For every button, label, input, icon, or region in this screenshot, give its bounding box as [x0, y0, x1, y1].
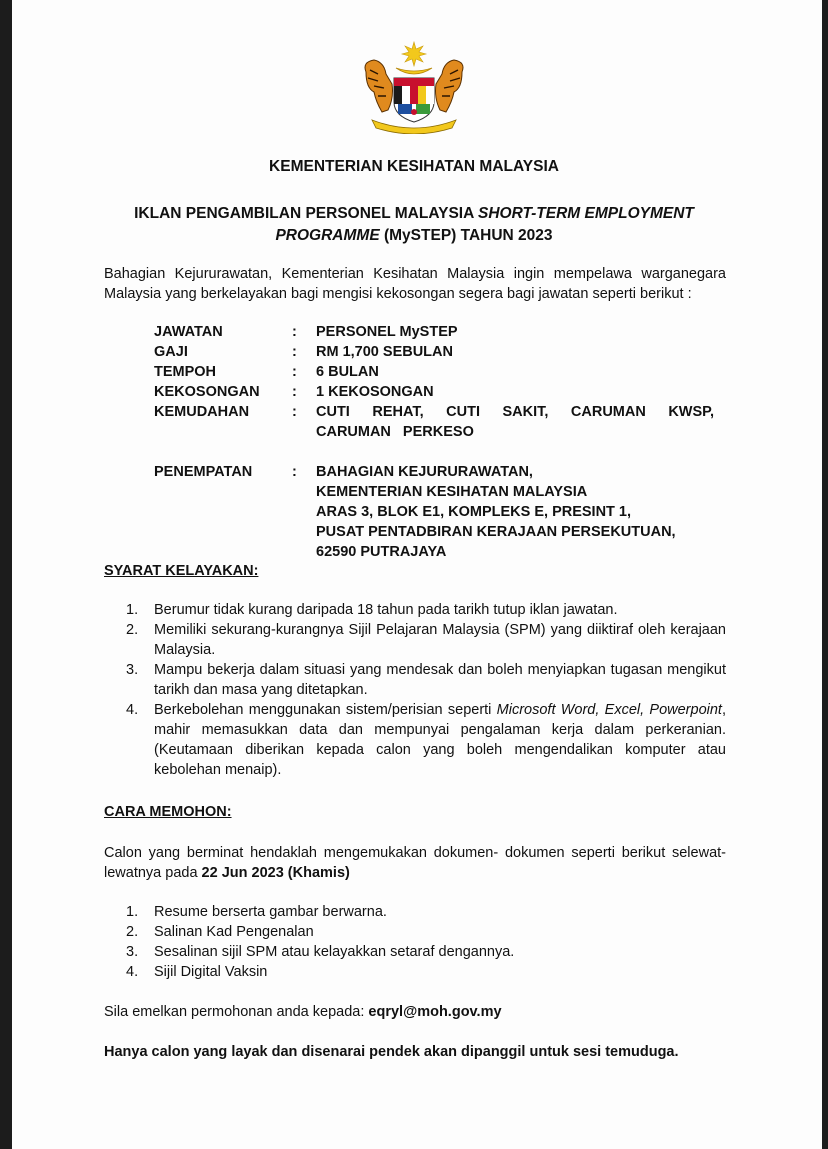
item-number: 1. [126, 602, 139, 618]
ad-title [0, 203, 828, 247]
detail-value [316, 442, 714, 562]
detail-value: 1 KEKOSONGAN [316, 384, 434, 400]
item-text: Memiliki sekurang-kurangnya Sijil Pelajaran Malaysia (SPM) yang diiktiraf oleh kerajaan Malaysia. [154, 622, 726, 658]
item-number: 1. [126, 904, 139, 920]
email-label: Sila emelkan permohonan anda kepada: [104, 1004, 369, 1020]
item-number: 2. [126, 924, 139, 940]
address-line: KEMENTERIAN KESIHATAN MALAYSIA [316, 484, 588, 500]
cara-intro-text: Calon yang berminat hendaklah mengemukakan dokumen- dokumen seperti berikut selewat-lewatnya pada [104, 845, 726, 881]
detail-colon: : [292, 404, 297, 420]
item-text: Sesalinan sijil SPM atau kelayakkan setaraf dengannya. [154, 944, 515, 960]
email-link[interactable]: eqryl@moh.gov.my [368, 1004, 502, 1020]
list-item [104, 600, 726, 620]
detail-value: 6 BULAN [316, 364, 379, 380]
ad-title-part1: IKLAN PENGAMBILAN PERSONEL MALAYSIA [134, 205, 479, 222]
ad-title-italic1: SHORT-TERM EMPLOYMENT [478, 205, 694, 222]
email-paragraph [104, 1002, 726, 1022]
ad-title-italic2: PROGRAMME [275, 227, 380, 244]
item-text: Berkebolehan menggunakan sistem/perisian seperti [154, 702, 497, 718]
list-item [104, 660, 726, 700]
detail-colon: : [292, 324, 297, 340]
cara-intro-paragraph [104, 843, 726, 883]
detail-label: GAJI [154, 344, 188, 360]
detail-colon: : [292, 364, 297, 380]
list-item [104, 902, 726, 922]
list-item [104, 620, 726, 660]
detail-row-kemudahan [154, 402, 714, 442]
detail-value [316, 402, 714, 442]
list-item [104, 700, 726, 780]
documents-list [104, 902, 726, 982]
item-number: 2. [126, 622, 139, 638]
intro-paragraph: Bahagian Kejururawatan, Kementerian Kesihatan Malaysia ingin mempelawa warganegara Malaysia yang berkelayakan bagi mengisi kekosongan segera bagi jawatan seperti berikut : [104, 266, 726, 302]
job-details-table [154, 322, 714, 562]
detail-label: KEMUDAHAN [154, 404, 250, 420]
item-number: 3. [126, 944, 139, 960]
list-item [104, 962, 726, 982]
item-text: Resume berserta gambar berwarna. [154, 904, 387, 920]
kemudahan-line1: CUTI REHAT, CUTI SAKIT, CARUMAN KWSP, [316, 404, 714, 420]
detail-colon: : [292, 344, 297, 360]
cara-heading: CARA MEMOHON: [104, 804, 232, 820]
list-item [104, 942, 726, 962]
address-line: PUSAT PENTADBIRAN KERAJAAN PERSEKUTUAN, [316, 524, 676, 540]
item-text: , mahir memasukkan data dan mempunyai pengalaman kerja dalam perkeranian. (Keutamaan diberikan kepada calon yang boleh mengendalikan komputer atau kebolehan menaip). [154, 702, 726, 778]
address-line: 62590 PUTRAJAYA [316, 544, 447, 560]
detail-row-kekosongan [154, 382, 714, 402]
detail-value: RM 1,700 SEBULAN [316, 344, 453, 360]
kemudahan-line2: CARUMAN PERKESO [316, 424, 474, 440]
detail-label: PENEMPATAN [154, 464, 253, 480]
requirements-list [104, 600, 726, 780]
detail-label: TEMPOH [154, 364, 217, 380]
item-number: 4. [126, 964, 139, 980]
detail-value: PERSONEL MySTEP [316, 324, 458, 340]
item-number: 4. [126, 702, 139, 718]
ad-title-part2: (MySTEP) TAHUN 2023 [379, 227, 553, 244]
ministry-title: KEMENTERIAN KESIHATAN MALAYSIA [269, 158, 559, 175]
address-line: ARAS 3, BLOK E1, KOMPLEKS E, PRESINT 1, [316, 504, 632, 520]
list-item [104, 922, 726, 942]
detail-colon: : [292, 384, 297, 400]
detail-row-jawatan [154, 322, 714, 342]
detail-colon: : [292, 464, 297, 480]
deadline-date: 22 Jun 2023 (Khamis) [201, 865, 350, 881]
malaysia-coat-of-arms-logo [352, 40, 476, 134]
item-text-italic: Microsoft Word, Excel, Powerpoint [496, 702, 722, 718]
item-text: Berumur tidak kurang daripada 18 tahun pada tarikh tutup iklan jawatan. [154, 602, 618, 618]
syarat-heading: SYARAT KELAYAKAN: [104, 563, 259, 579]
item-number: 3. [126, 662, 139, 678]
item-text: Sijil Digital Vaksin [154, 964, 268, 980]
detail-row-tempoh [154, 362, 714, 382]
detail-row-penempatan [154, 442, 714, 562]
detail-row-gaji [154, 342, 714, 362]
closing-note: Hanya calon yang layak dan disenarai pendek akan dipanggil untuk sesi temuduga. [104, 1044, 679, 1060]
detail-label: KEKOSONGAN [154, 384, 260, 400]
detail-label: JAWATAN [154, 324, 223, 340]
address-line: BAHAGIAN KEJURURAWATAN, [316, 464, 533, 480]
item-text: Mampu bekerja dalam situasi yang mendesak dan boleh menyiapkan tugasan mengikut tarikh dan masa yang ditetapkan. [154, 662, 726, 698]
item-text: Salinan Kad Pengenalan [154, 924, 314, 940]
